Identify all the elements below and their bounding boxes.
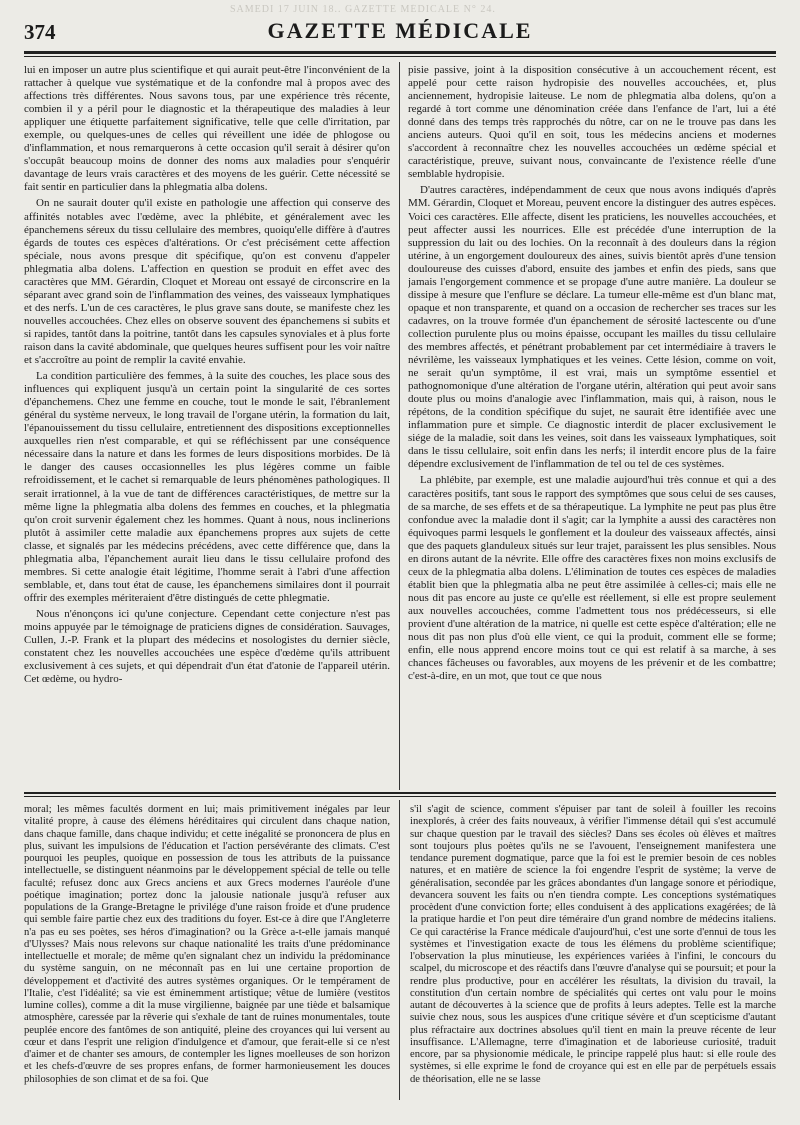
feuilleton-rule-thin: [24, 796, 776, 797]
header-rule-thin: [24, 56, 776, 57]
page-number: 374: [24, 20, 56, 44]
page-header: [24, 18, 776, 48]
paragraph: On ne saurait douter qu'il existe en pathologie une affection qui conserve des affinités notables avec l'œdème, avec la phlébite, et généralement avec les épanchemens séreux du tissu cellulaire des membres, quoiqu'elle diffère à d'autres égards de toutes ces espèces d'altérations. Or c'est précisément cette affection spéciale, nous avons presque dit spécifique, qu'on est convenu d'appeler phlegmatia alba dolens. L'affection en question se produit en effet avec des caractères que MM. Gérardin, Cloquet et Moreau ont essayé de circonscrire en la séparant avec grand soin de l'inflammation des veines, des vaisseaux lymphatiques et des nerfs. L'un de ces caractères, le plus grave sans doute, se manifeste chez les nouvelles accouchées. Chez elles on observe souvent des épanchemens si subits et si rapides, tantôt dans la poitrine, tantôt dans les capsules synoviales et à plus forte raison dans la cavité abdominale, que quelques heures suffisent pour les voir naître et s'accroître au point de remplir la cavité envahie.: [24, 197, 390, 367]
paragraph: La condition particulière des femmes, à la suite des couches, les place sous des influences qui expliquent jusqu'à un certain point la singularité de ces sortes d'épanchemens. Chez une femme en couche, tout le monde le sait, l'ébranlement général du système nerveux, le long travail de l'organe utérin, la formation du lait, l'épanouissement du tissu cellulaire, entretiennent des dispositions exceptionnelles auxquelles rien n'est comparable, et qui se réfléchissent par une conséquence nécessaire dans la nature et dans les formes de leurs dispositions morbides. De là le danger des causes occasionnelles les plus légères comme un faible refroidissement, et le cachet si remarquable de leurs phénomènes pathologiques. Il serait irrationnel, à la vue de tant de différences caractéristiques, de mettre sur la même ligne la phlegmatia alba dolens des femmes en couches, et la phlegmatia qu'on croit survenir également chez les hommes. Quant à nous, nous inclinerions plutôt à assimiler cette maladie aux épanchemens propres aux sujets de cette classe, et signalés par les médecins précédens, avec cette différence que, dans la phlegmatia alba, l'épanchement aurait lieu dans le tissu cellulaire profond des membres. Si cette analogie était légitime, l'homme serait à l'abri d'une affection semblable, et, dans tout état de cause, les épanchemens similaires dont il pourrait offrir des exemples mériteraient d'être distingués de cette phlegmatie.: [24, 370, 390, 604]
feuilleton-rule-thick: [24, 792, 776, 794]
column-divider: [399, 62, 400, 790]
paragraph: s'il s'agit de science, comment s'épuiser par tant de soleil à fouiller les recoins inexplorés, à créer des faits nouveaux, à vérifier l'immense détail qui s'est accumulé sur chaque question par le travail des siècles? Dans ses écoles où élèves et maîtres sont toujours plus poètes qu'ils ne se l'avouent, l'enseignement manifestera une tendance purement dogmatique, parce que la foi est le premier besoin de ces nobles natures, et en matière de science la foi engendre l'esprit de système; la verve de généralisation, secondée par les grâces abondantes d'un langage sonore et périodique, devancera souvent les faits ou n'en tiendra compte. Les conceptions systématiques procèdent d'une conviction forte; elles conduisent à des applications exagérées; de là la pratique hardie et l'on peut dire téméraire d'un grand nombre de médecins italiens. Ce qui caractérise la France médicale d'aujourd'hui, c'est une sorte d'ennui de tous les systèmes et l'investigation exacte de tous les élémens du problème scientifique; l'observation la plus minutieuse, les expériences variées à l'infini, le concours du scalpel, du microscope et des réactifs dans l'œuvre d'analyse qui se poursuit; et pour la rendre plus productive, pour en accélérer les résultats, la division du travail, la constitution d'un certain nombre de spécialités qui certes ont valu pour le moins autant de découvertes à la science que de profits à leurs adeptes. Telle est la marche suivie chez nous, sous les auspices d'une critique sévère et d'un scepticisme d'autant plus réfractaire aux doctrines absolues qu'il tient en main la preuve récente de leur insuffisance. L'Allemagne, terre d'imagination et de laborieuse curiosité, traduit encore, par sa physionomie médicale, le principe rappelé plus haut: si elle roule des systèmes, si elle exprime le fond de croyance qui est en elle par de perpétuels essais de théorisation, elle ne se lasse: [410, 804, 776, 1085]
paragraph: lui en imposer un autre plus scientifique et qui aurait peut-être l'inconvénient de la rattacher à quelque vue systématique et de la confondre mal à propos avec des affections très différentes. Nous savons tous, par une expérience très récente, combien il y a péril pour le diagnostic et la thérapeutique des maladies à leur appliquer une étiquette parfaitement significative, telle que celle d'irritation, par exemple, ou quelques-unes de celles qui réveillent une idée de phlogose ou d'inflammation, et nous remarquerons à cette occasion qu'il serait à désirer qu'on s'occupât beaucoup moins de donner des noms aux maladies pour s'enquérir davantage de leurs vrais caractères et des moyens de les guérir. Cette nécessité se fait sentir en particulier dans la phlegmatia alba dolens.: [24, 64, 390, 194]
bleed-through-text: SAMEDI 17 JUIN 18.. GAZETTE MÉDICALE N° 24.: [230, 4, 496, 15]
paragraph: pisie passive, joint à la disposition consécutive à un accouchement récent, est appelé pour cette raison hydropisie des nouvelles accouchées, et, plus anciennement, hydropisie laiteuse. Le nom de phlegmatia alba dolens, qu'on a regardé à tort comme une dénomination créée dans l'enfance de l'art, lui a été donné dans des temps très rapprochés du nôtre, car on ne le trouve pas dans les anciens auteurs. Quoi qu'il en soit, tous les médecins anciens et modernes s'accordent à reconnaître chez les nouvelles accouchées un œdème spécial et caractéristique, preuve, suivant nous, convaincante de l'existence réelle d'une semblable hydropisie.: [408, 64, 776, 181]
paragraph: moral; les mêmes facultés dorment en lui; mais primitivement inégales par leur vitalité propre, à cause des élémens héréditaires qui circulent dans chaque nation, dans chaque famille, dans chaque individu; et cette inégalité se prononcera de plus en plus, suivant les impulsions de l'éducation et l'action persévérante des climats. C'est pourquoi les peuples, quoique en possession de tous les attributs de la puissance intellectuelle, se distinguent néanmoins par le développement spécial de telle ou telle faculté; refusez donc aux Grecs anciens et aux Grecs modernes l'auréole d'une poétique imagination; portez donc la jalousie nationale jusqu'à refuser aux populations de la Grange-Bretagne le privilége d'une raison froide et d'une prudence qui semble faire partie chez eux des traditions du foyer. Est-ce à dire que l'Angleterre n'a pas eu ses poètes, ses héros d'imagination? ou la Grèce a-t-elle jamais manqué d'Ulysses? Mais nous relevons sur chaque nationalité les traits d'une prédominance intellectuelle et morale; de même qu'en signalant chez un individu la prédominance du système sanguin, on ne méconnaît pas en lui une certaine proportion de développement et d'activité des autres systèmes organiques. Or le tempérament de l'Italie, c'est l'idéalité; sa vie est éminemment artistique; vêtue de lumière (vestitos lumine colles), comme a dit la muse virgilienne, baignée par une tiède et balsamique atmosphère, caressée par la rêverie qui s'exhale de tant de ruines monumentales, toute peuplée encore des fantômes de son antiquité, pleine des croyances qui lui versent au cœur et dans l'esprit une religion d'indulgence et d'amour, que ferait-elle si ce n'est d'aimer et de chanter ses amours, de contempler les lignes moelleuses de son horizon et les chefs-d'œuvre de ses propres enfans, de former harmonieusement les douces philosophies de son climat et de sa foi. Que: [24, 804, 390, 1085]
paragraph: D'autres caractères, indépendamment de ceux que nous avons indiqués d'après MM. Gérardin, Cloquet et Moreau, peuvent encore la distinguer des autres espèces. Voici ces caractères. Elle affecte, disent les praticiens, les nouvelles accouchées, et peut affecter aussi les nourrices. Elle est précédée d'une interruption de la suppression du lait ou des lochies. On la reconnaît à des douleurs dans la région utérine, à un engorgement douloureux des aines, suivis bientôt après d'une tension douloureuse des cuisses d'abord, ensuite des jambes et enfin des pieds, sans que jamais l'engorgement commence et se propage d'une autre manière. La douleur se dissipe à mesure que l'enflure se déclare. La tumeur elle-même est d'un blanc mat, opaque et non transparente, et quand on a occasion de rechercher ses traces sur les cadavres, on la trouve formée d'un épanchement de sérosité lactescente ou d'une collection purulente plus ou moins épaisse, occupant les mailles du tissu cellulaire des membres affectés, et pénétrant probablement par cet intermédiaire à travers le névrilème, les vaisseaux lymphatiques et les veines. Cette lésion, comme on voit, ne serait qu'un symptôme, il est vrai, mais un symptôme essentiel et pathognomonique d'une altération de l'organe utérin, altération qui peut avoir sans doute plus ou moins d'analogie avec l'inflammation, mais qui, à raison, nous le répétons, de la condition spécifique du sujet, ne saurait être identifiée avec une inflammation pure et simple. Ce diagnostic interdit de placer exclusivement le siége de la maladie, soit dans les veines, soit dans les vaisseaux lymphatiques, soit dans le tissu cellulaire, soit enfin dans les nerfs; il interdit encore plus de la faire dépendre exclusivement de l'inflammation de tel ou tel de ces systèmes.: [408, 184, 776, 471]
header-rule-thick: [24, 51, 776, 54]
feuilleton-column-right: [410, 804, 776, 1102]
article-column-right: [408, 64, 776, 788]
feuilleton-column-left: [24, 804, 390, 1102]
paragraph: Nous n'énonçons ici qu'une conjecture. Cependant cette conjecture n'est pas moins appuyée par le témoignage de praticiens dignes de considération. Sauvages, Cullen, J.-P. Frank et la plupart des médecins et nosologistes du dernier siècle, constatent chez les nouvelles accouchées une espèce d'œdème qu'ils attribuent exclusivement à ces sujets, et qui dépendrait d'un état d'atonie de l'appareil utérin. Cet œdème, ou hydro-: [24, 607, 390, 686]
article-column-left: [24, 64, 390, 788]
journal-title: GAZETTE MÉDICALE: [267, 18, 533, 43]
column-divider: [399, 800, 400, 1100]
paragraph: La phlébite, par exemple, est une maladie aujourd'hui très connue et qui a des caractères positifs, tant sous le rapport des symptômes que sous celui de ses causes, de sa marche, de ses effets et de sa thérapeutique. La lymphite ne peut pas plus être confondue avec la maladie dont il s'agit; car la lymphite a aussi des caractères non équivoques parmi lesquels le gonflement et la douleur des vaisseaux affectés, ainsi que des paquets glanduleux situés sur leur trajet, paraissent les plus sensibles. Nous en dirons autant de la névrite. Elle offre des caractères fixes non moins exclusifs de ceux de la phlegmatia alba dolens. L'élimination de toutes ces espèces de maladies établit bien que la phlegmatia alba ne peut être assimilée à celles-ci; mais elle ne nous dit pas encore au juste ce qu'elle est réellement, si elle est propre seulement aux nouvelles accouchées, comme l'admettent tous nos prédécesseurs, si elle provient d'une altération de la matrice, ni quelle est cette espèce d'altération; elle ne nous dit pas non plus d'où elle vient, ce qui la produit, comment elle se forme; enfin, elle nous apprend encore moins tout ce qui est relatif à sa marche, à ses chances fâcheuses ou favorables, aux moyens de les prévenir et de les combattre; c'est-à-dire, en un mot, que tout ce que nous: [408, 474, 776, 683]
